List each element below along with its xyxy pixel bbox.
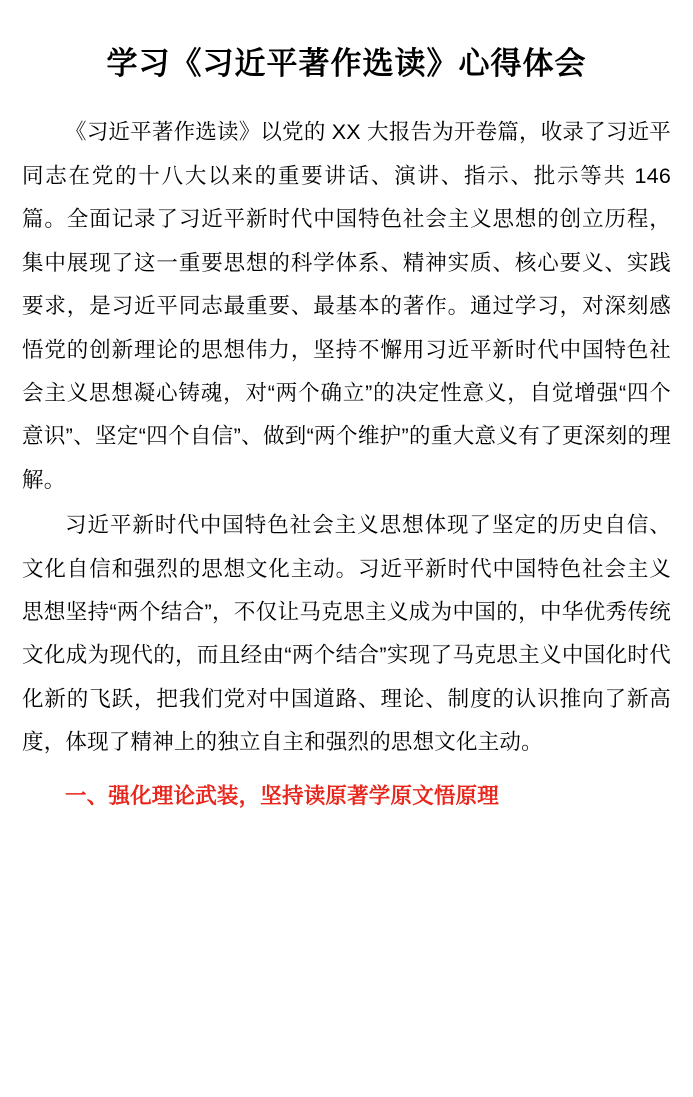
section-heading-1: 一、强化理论武装，坚持读原著学原文悟原理 [65,783,500,808]
paragraph-2: 习近平新时代中国特色社会主义思想体现了坚定的历史自信、文化自信和强烈的思想文化主动。习近平新时代中国特色社会主义思想坚持“两个结合”，不仅让马克思主义成为中国的，中华优秀传统文化成为现代的，而且经由“两个结合”实现了马克思主义中国化时代化新的飞跃，把我们党对中国道路、理论、制度的认识推向了新高度，体现了精神上的独立自主和强烈的思想文化主动。 [22,513,671,755]
paragraph-1: 《习近平著作选读》以党的 XX 大报告为开卷篇，收录了习近平同志在党的十八大以来的重要讲话、演讲、指示、批示等共 146 篇。全面记录了习近平新时代中国特色社会主义思想的创立历程，集中展现了这一重要思想的科学体系、精神实质、核心要义、实践要求，是习近平同志最重要、最基本的著作。通过学习，对深刻感悟党的创新理论的思想伟力，坚持不懈用习近平新时代中国特色社会主义思想凝心铸魂，对“两个确立”的决定性意义，自觉增强“四个意识”、坚定“四个自信”、做到“两个维护”的重大意义有了更深刻的理解。 [22,120,671,492]
page-title: 学习《习近平著作选读》心得体会 [106,46,587,81]
